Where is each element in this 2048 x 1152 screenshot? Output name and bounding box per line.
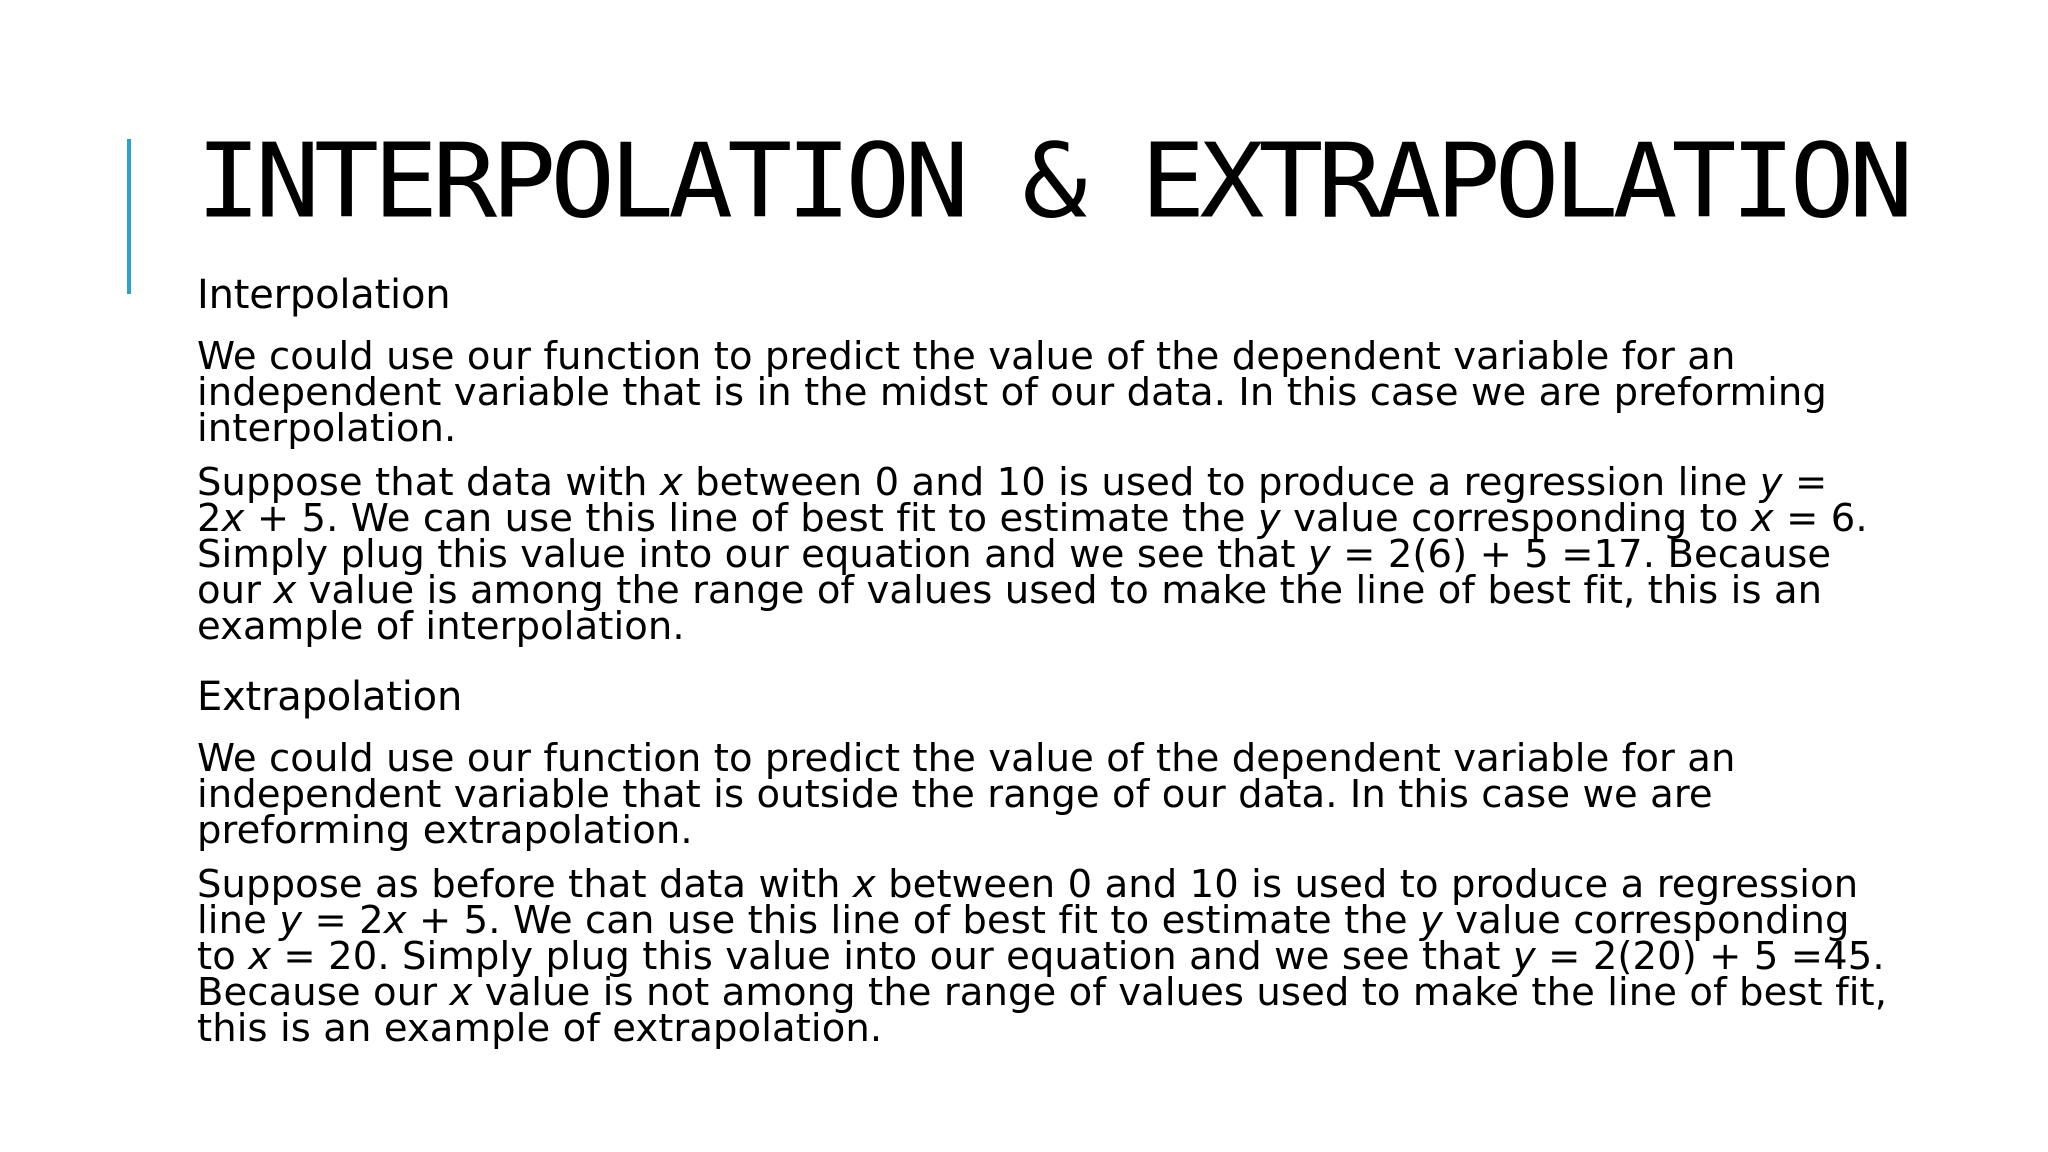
math-variable: y: [1307, 532, 1331, 577]
text-line: 2x + 5. We can use this line of best fit to estimate the y value corresponding to x = 6.: [197, 496, 1868, 541]
interpolation-example: [197, 460, 2027, 649]
math-variable: x: [659, 460, 683, 505]
math-variable: y: [1419, 898, 1443, 943]
text-line: Suppose as before that data with x between 0 and 10 is used to produce a regression: [197, 862, 1859, 907]
math-variable: y: [1512, 934, 1536, 979]
math-variable: y: [279, 898, 303, 943]
math-variable: x: [273, 568, 297, 613]
text-line: line y = 2x + 5. We can use this line of best fit to estimate the y value corresponding: [197, 898, 1850, 943]
text-line: our x value is among the range of values used to make the line of best fit, this is an: [197, 568, 1823, 613]
interpolation-heading: Interpolation: [197, 272, 451, 318]
text-line: independent variable that is outside the range of our data. In this case we are: [197, 772, 1713, 817]
text-line: to x = 20. Simply plug this value into our equation and we see that y = 2(20) + 5 =45.: [197, 934, 1885, 979]
text-line: this is an example of extrapolation.: [197, 1006, 883, 1051]
text-line: example of interpolation.: [197, 604, 685, 649]
title-accent-bar: [127, 139, 131, 294]
math-variable: x: [852, 862, 876, 907]
math-variable: x: [383, 898, 407, 943]
text-line: We could use our function to predict the value of the dependent variable for an: [197, 736, 1736, 781]
slide-title: INTERPOLATION & EXTRAPOLATION: [196, 122, 1908, 242]
math-variable: x: [221, 496, 245, 541]
text-line: Simply plug this value into our equation and we see that y = 2(6) + 5 =17. Because: [197, 532, 1832, 577]
text-line: independent variable that is in the midst of our data. In this case we are preforming: [197, 370, 1827, 415]
text-line: interpolation.: [197, 406, 457, 451]
math-variable: x: [1750, 496, 1774, 541]
text-line: Suppose that data with x between 0 and 10 is used to produce a regression line y =: [197, 460, 1828, 505]
math-variable: y: [1759, 460, 1783, 505]
extrapolation-section: [197, 673, 2027, 1051]
slide-body: [197, 271, 2027, 1051]
interpolation-definition: [197, 334, 2027, 451]
extrapolation-example: [197, 862, 2027, 1051]
extrapolation-definition: [197, 736, 2027, 853]
extrapolation-heading: Extrapolation: [197, 674, 463, 720]
text-line: We could use our function to predict the value of the dependent variable for an: [197, 334, 1736, 379]
interpolation-section: [197, 271, 2027, 649]
math-variable: x: [449, 970, 473, 1015]
math-variable: x: [248, 934, 272, 979]
text-line: Because our x value is not among the range of values used to make the line of best fit,: [197, 970, 1888, 1015]
math-variable: y: [1257, 496, 1281, 541]
text-line: preforming extrapolation.: [197, 808, 693, 853]
